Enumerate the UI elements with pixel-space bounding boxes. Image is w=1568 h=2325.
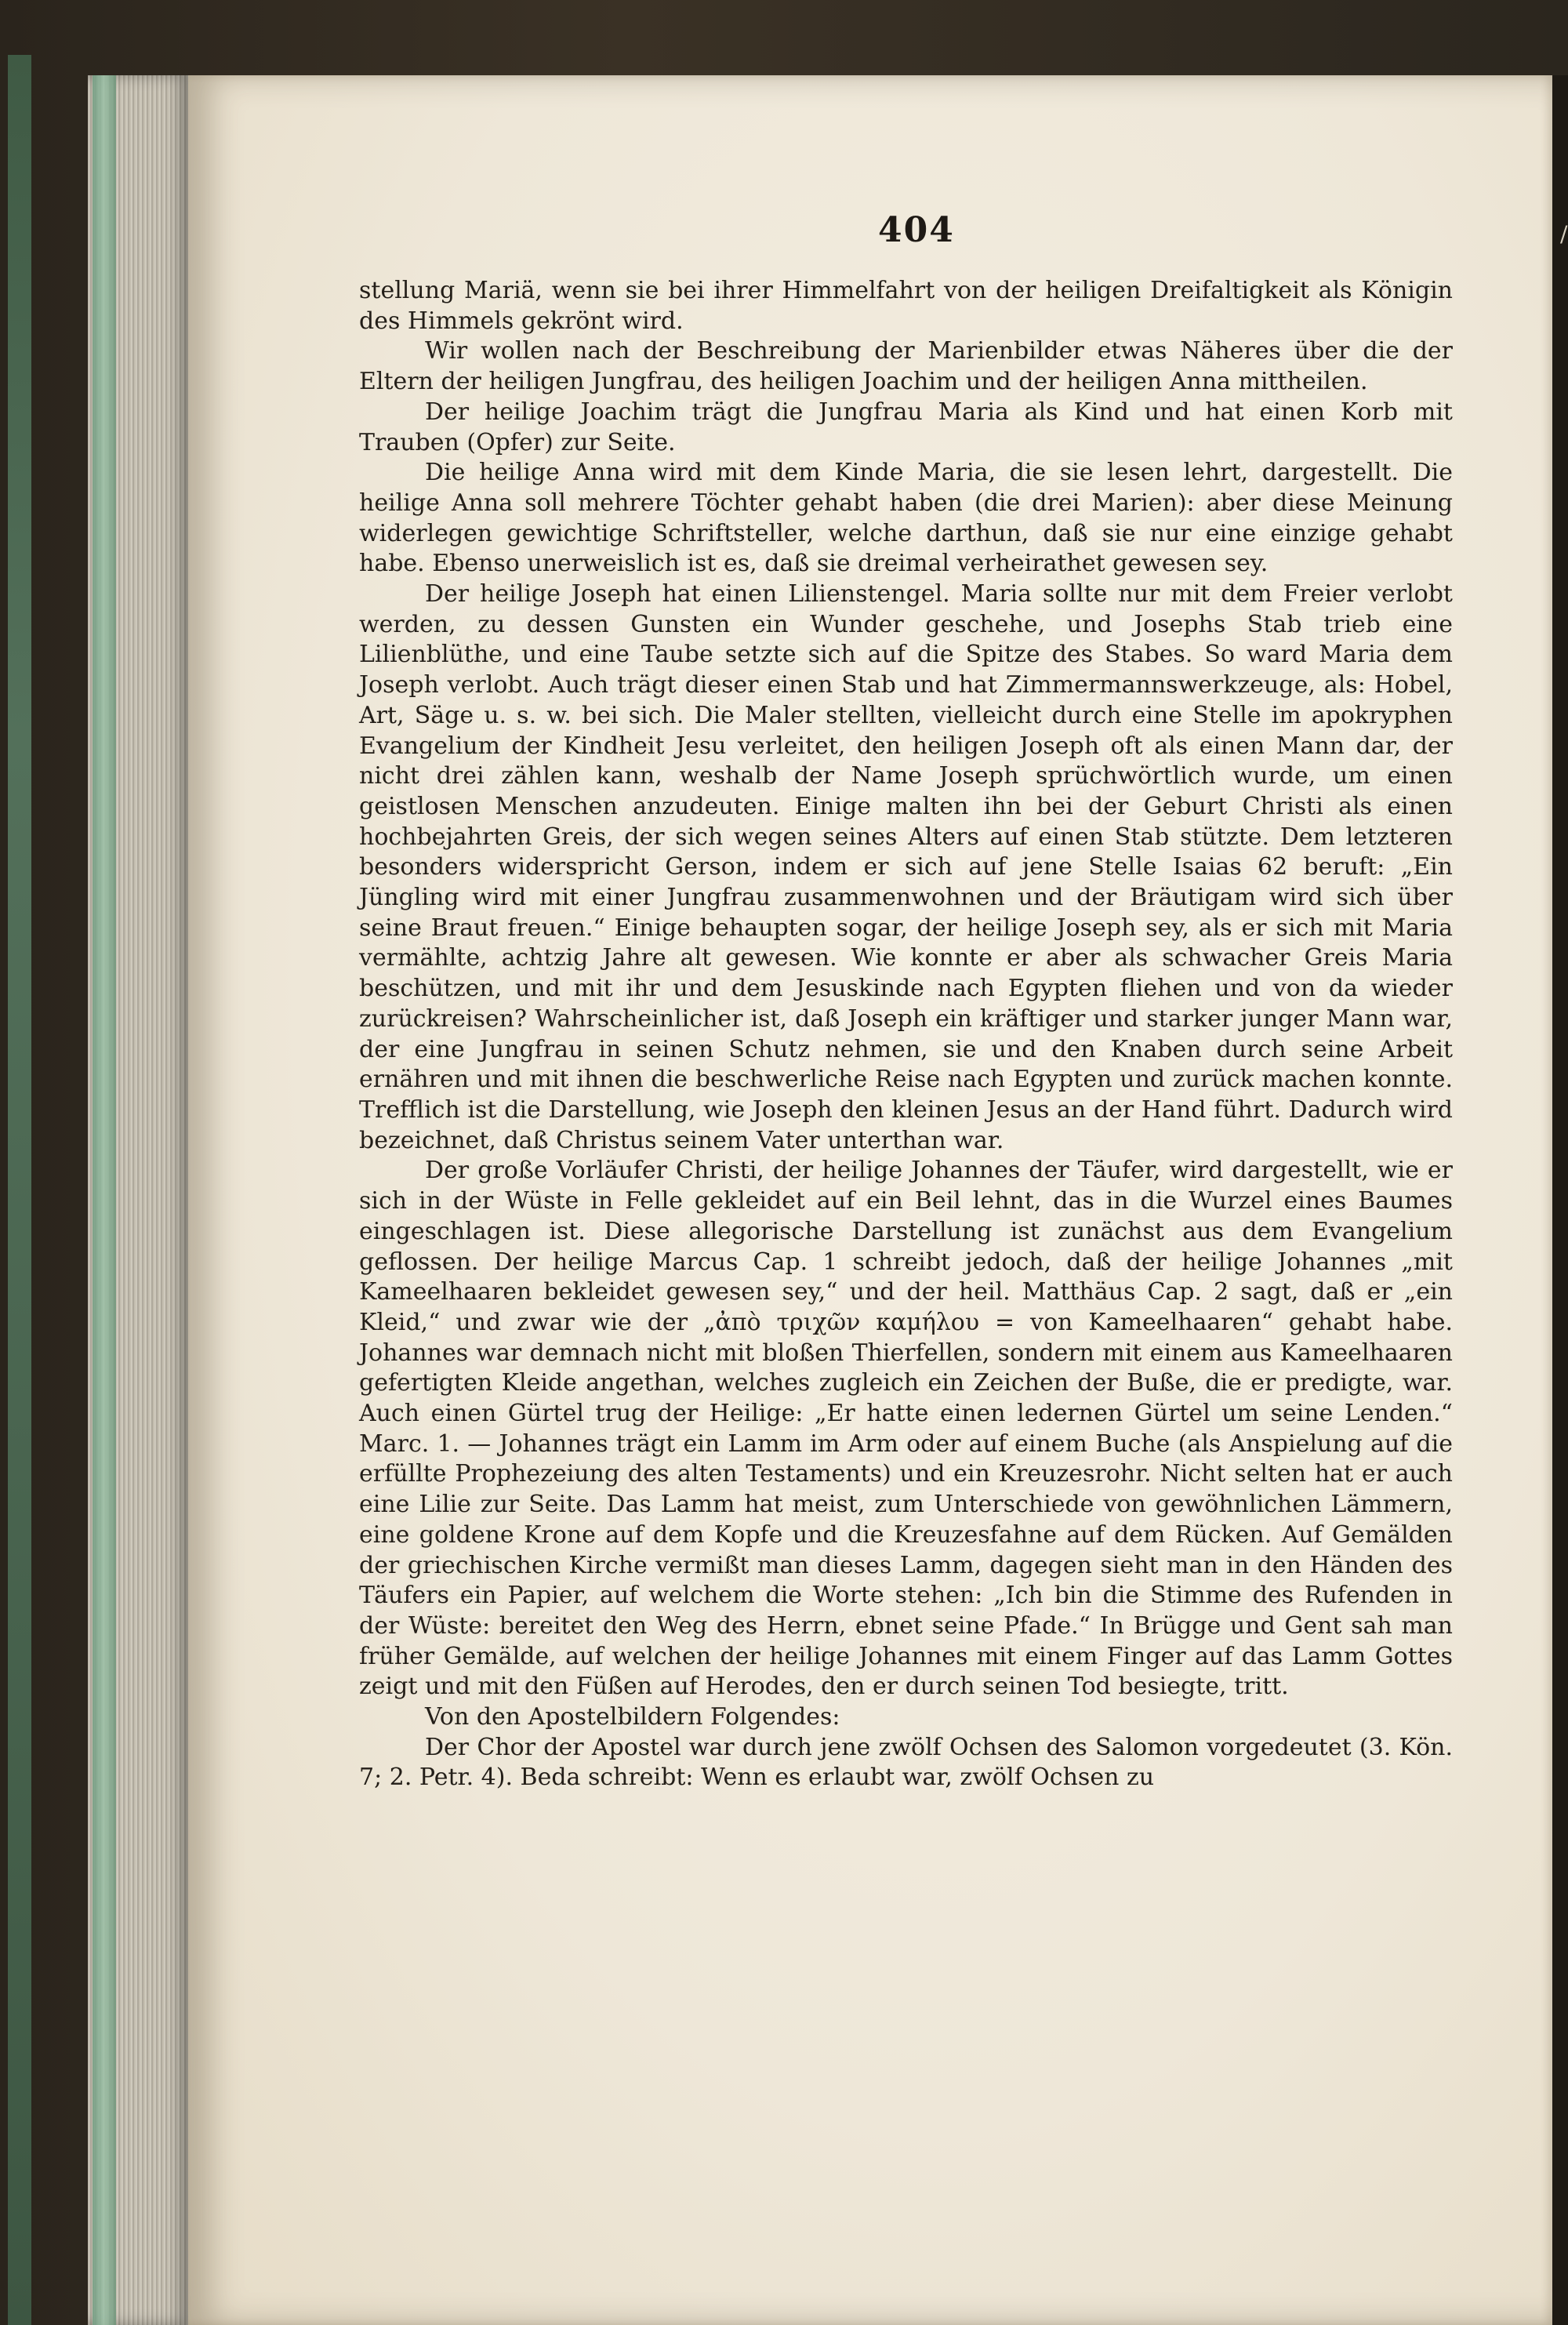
paragraph: stellung Mariä, wenn sie bei ihrer Himmelfahrt von der heiligen Dreifaltigkeit als Königin des Himmels gekrönt wird. xyxy=(359,277,1453,335)
paragraph: Wir wollen nach der Beschreibung der Marienbilder etwas Näheres über die der Eltern der heiligen Jungfrau, des heiligen Joachim und der heiligen Anna mittheilen. xyxy=(359,337,1453,396)
body-text xyxy=(359,276,1453,1793)
colored-page-edge xyxy=(93,75,116,2325)
paragraph: Der Chor der Apostel war durch jene zwölf Ochsen des Salomon vorgedeutet (3. Kön. 7; 2. Petr. 4). Beda schreibt: Wenn es erlaubt war, zwölf Ochsen zu xyxy=(359,1733,1453,1792)
cover-edge xyxy=(8,55,31,2325)
paragraph: Von den Apostelbildern Folgendes: xyxy=(425,1703,840,1731)
paragraph: Der heilige Joachim trägt die Jungfrau Maria als Kind und hat einen Korb mit Trauben (Opfer) zur Seite. xyxy=(359,398,1453,456)
paragraph: Die heilige Anna wird mit dem Kinde Maria, die sie lesen lehrt, dargestellt. Die heilige Anna soll mehrere Töchter gehabt haben (die drei Marien): aber diese Meinung widerlegen gewichtige Schriftsteller, welche darthun, daß sie nur eine einzige gehabt habe. Ebenso unerweislich ist es, daß sie dreimal verheirathet gewesen sey. xyxy=(359,459,1453,578)
margin-mark: / xyxy=(1560,221,1568,247)
paragraph: Der heilige Joseph hat einen Lilienstengel. Maria sollte nur mit dem Freier verlobt werden, zu dessen Gunsten ein Wunder geschehe, und Josephs Stab trieb eine Lilienblüthe, und eine Taube setzte sich auf die Spitze des Stabes. So ward Maria dem Joseph verlobt. Auch trägt dieser einen Stab und hat Zimmermannswerkzeuge, als: Hobel, Art, Säge u. s. w. bei sich. Die Maler stellten, vielleicht durch eine Stelle im apokryphen Evangelium der Kindheit Jesu verleitet, den heiligen Joseph oft als einen Mann dar, der nicht drei zählen kann, weshalb der Name Joseph sprüchwörtlich wurde, um einen geistlosen Menschen anzudeuten. Einige malten ihn bei der Geburt Christi als einen hochbejahrten Greis, der sich wegen seines Alters auf einen Stab stützte. Dem letzteren besonders widerspricht Gerson, indem er sich auf jene Stelle Isaias 62 beruft: „Ein Jüngling wird mit einer Jungfrau zusammenwohnen und der Bräutigam wird sich über seine Braut freuen.“ Einige behaupten sogar, der heilige Joseph sey, als er sich mit Maria vermählte, achtzig Jahre alt gewesen. Wie konnte er aber als schwacher Greis Maria beschützen, und mit ihr und dem Jesuskinde nach Egypten fliehen und von da wieder zurückreisen? Wahrscheinlicher ist, daß Joseph ein kräftiger und starker junger Mann war, der eine Jungfrau in seinen Schutz nehmen, sie und den Knaben durch seine Arbeit ernähren und mit ihnen die beschwerliche Reise nach Egypten und zurück machen konnte. Trefflich ist die Darstellung, wie Joseph den kleinen Jesus an der Hand führt. Dadurch wird bezeichnet, daß Christus seinem Vater unterthan war. xyxy=(359,580,1453,1154)
paragraph: Der große Vorläufer Christi, der heilige Johannes der Täufer, wird dargestellt, wie er sich in der Wüste in Felle gekleidet auf ein Beil lehnt, das in die Wurzel eines Baumes eingeschlagen ist. Diese allegorische Darstellung ist zunächst aus dem Evangelium geflossen. Der heilige Marcus Cap. 1 schreibt jedoch, daß der heilige Johannes „mit Kameelhaaren bekleidet gewesen sey,“ und der heil. Matthäus Cap. 2 sagt, daß er „ein Kleid,“ und zwar wie der „ἀπὸ τριχῶν καμήλου = von Kameelhaaren“ gehabt habe. Johannes war demnach nicht mit bloßen Thierfellen, sondern mit einem aus Kameelhaaren gefertigten Kleide angethan, welches zugleich ein Zeichen der Buße, die er predigte, war. Auch einen Gürtel trug der Heilige: „Er hatte einen ledernen Gürtel um seine Lenden.“ Marc. 1. — Johannes trägt ein Lamm im Arm oder auf einem Buche (als Anspielung auf die erfüllte Prophezeiung des alten Testaments) und ein Kreuzesrohr. Nicht selten hat er auch eine Lilie zur Seite. Das Lamm hat meist, zum Unterschiede von gewöhnlichen Lämmern, eine goldene Krone auf dem Kopfe und die Kreuzesfahne auf dem Rücken. Auf Gemälden der griechischen Kirche vermißt man dieses Lamm, dagegen sieht man in den Händen des Täufers ein Papier, auf welchem die Worte stehen: „Ich bin die Stimme des Rufenden in der Wüste: bereitet den Weg des Herrn, ebnet seine Pfade.“ In Brügge und Gent sah man früher Gemälde, auf welchen der heilige Johannes mit einem Finger auf das Lamm Gottes zeigt und mit den Füßen auf Herodes, den er durch seinen Tod besiegte, tritt. xyxy=(359,1157,1453,1701)
page-number: 404 xyxy=(878,210,955,250)
right-background xyxy=(1552,75,1568,2325)
